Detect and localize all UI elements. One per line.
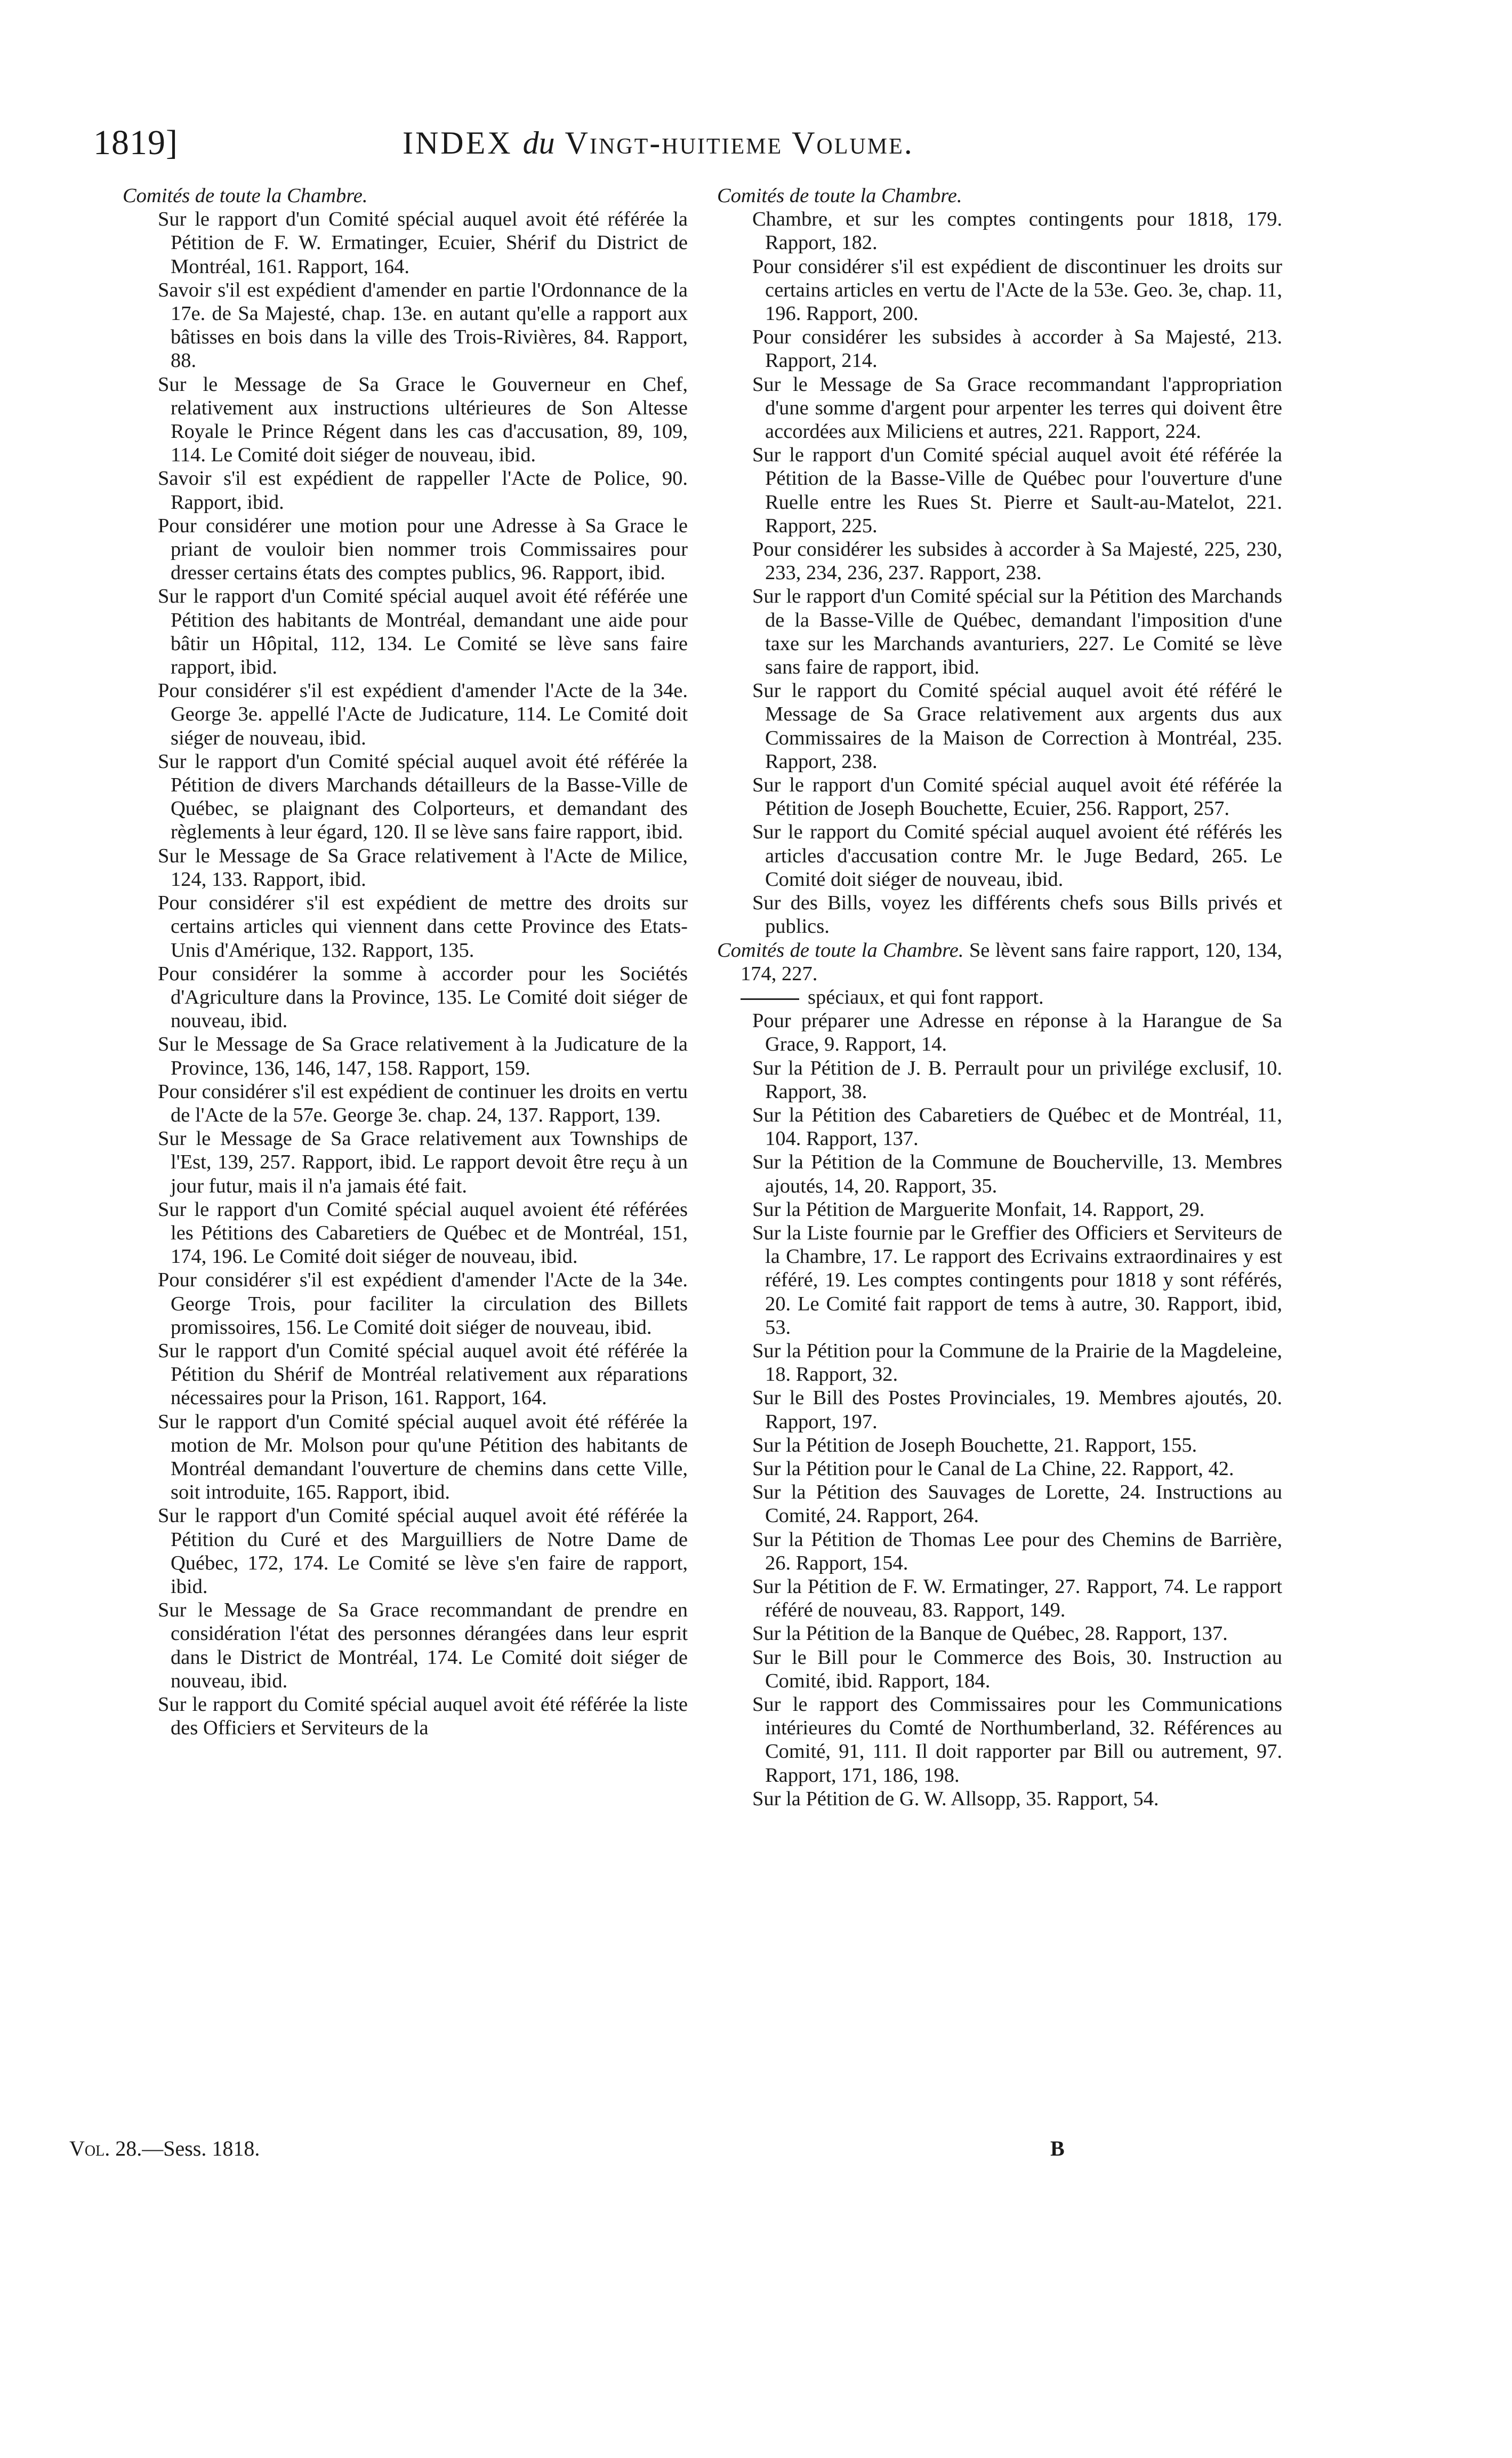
index-entry: Sur la Pétition pour le Canal de La Chine, 22. Rapport, 42. [752,1457,1234,1480]
index-entry: Sur le rapport du Comité spécial auquel avoient été référés les articles d'accusation contre Mr. le Juge Bedard, 265. Le Comité doit siéger de nouveau, ibid. [752,821,1282,891]
subheading-text: Se lèvent sans faire rapport, 120, 134, 174, 227. [741,939,1282,985]
index-entry: Sur le rapport d'un Comité spécial sur la Pétition des Marchands de la Basse-Ville de Québec, demandant l'imposition d'une taxe sur les Marchands avanturiers, 227. Le Comité se lève sans faire de rapport, ibid. [752,585,1282,679]
index-entry: Sur la Pétition de Marguerite Monfait, 14. Rapport, 29. [752,1198,1205,1221]
index-entry: Pour considérer la somme à accorder pour les Sociétés d'Agriculture dans la Province, 135. Le Comité doit siéger de nouveau, ibid. [158,962,688,1032]
index-entry: Pour considérer s'il est expédient de continuer les droits en vertu de l'Acte de la 57e. George 3e. chap. 24, 137. Rapport, 139. [158,1080,688,1126]
left-column [123,184,688,1740]
index-entry: Sur la Liste fournie par le Greffier des Officiers et Serviteurs de la Chambre, 17. Le rapport des Ecrivains extraordinaires y est référé, 19. Les comptes contingents pour 1818 y sont référés, 20. Le Comité fait rapport de tems à autre, 30. Rapport, ibid, 53. [752,1221,1282,1339]
index-entry: Sur le rapport des Commissaires pour les Communications intérieures du Comté de Northumberland, 32. Références au Comité, 91, 111. Il doit rapporter par Bill ou autrement, 97. Rapport, 171, 186, 198. [752,1693,1282,1787]
volume-line [69,2136,260,2161]
index-entry: Pour préparer une Adresse en réponse à la Harangue de Sa Grace, 9. Rapport, 14. [752,1010,1282,1056]
subheading-speciaux [717,986,1282,1009]
index-entry: Pour considérer s'il est expédient d'amender l'Acte de la 34e. George Trois, pour faciliter la circulation des Billets promissoires, 156. Le Comité doit siéger de nouveau, ibid. [158,1269,688,1339]
index-entry: Sur la Pétition de Joseph Bouchette, 21. Rapport, 155. [752,1434,1197,1456]
index-entry: Sur la Pétition des Sauvages de Lorette, 24. Instructions au Comité, 24. Rapport, 264. [752,1481,1282,1527]
subheading-se-levent [717,939,1282,986]
index-entry: Sur le rapport du Comité spécial auquel avoit été référée la liste des Officiers et Serviteurs de la [158,1693,688,1740]
index-entry: Pour considérer les subsides à accorder à Sa Majesté, 225, 230, 233, 234, 236, 237. Rapport, 238. [752,538,1282,585]
subheading-speciaux-label: spéciaux, [808,986,885,1008]
page-title [403,122,914,164]
index-entry: Sur le rapport d'un Comité spécial auquel avoit été référée une Pétition des habitants de Montréal, demandant une aide pour bâtir un Hôpital, 112, 134. Le Comité se lève sans faire rapport, ibid. [158,585,688,679]
left-column-heading: Comités de toute la Chambre. [123,185,368,207]
index-entry: Sur le rapport d'un Comité spécial auquel avoit été référée la Pétition de Joseph Bouchette, Ecuier, 256. Rapport, 257. [752,774,1282,820]
index-entry: Sur la Pétition de Thomas Lee pour des Chemins de Barrière, 26. Rapport, 154. [752,1528,1282,1574]
index-entry: Sur le Message de Sa Grace relativement aux Townships de l'Est, 139, 257. Rapport, ibid. Le rapport devoit être reçu à un jour futur, mais il n'a jamais été fait. [158,1127,688,1197]
em-dash-rule [741,998,799,1000]
index-entry: Sur la Pétition pour la Commune de la Prairie de la Magdeleine, 18. Rapport, 32. [752,1339,1282,1386]
index-entry: Pour considérer les subsides à accorder à Sa Majesté, 213. Rapport, 214. [752,326,1282,372]
volume-label: Vol. [69,2136,110,2160]
index-entry: Sur le Message de Sa Grace recommandant l'appropriation d'une somme d'argent pour arpenter les terres qui doivent être accordées aux Miliciens et autres, 221. Rapport, 224. [752,373,1282,443]
index-entry: Pour considérer une motion pour une Adresse à Sa Grace le priant de vouloir bien nommer trois Commissaires pour dresser certains états des comptes publics, 96. Rapport, ibid. [158,514,688,585]
title-du: du [522,125,555,161]
title-volume: Vingt-huitieme Volume. [565,125,914,161]
index-entry: Savoir s'il est expédient de rappeller l'Acte de Police, 90. Rapport, ibid. [158,467,688,514]
index-entry: Sur le rapport d'un Comité spécial auquel avoit été référée la Pétition de F. W. Ermatinger, Ecuier, Shérif du District de Montréal, 161. Rapport, 164. [158,208,688,278]
index-entry: Sur la Pétition de J. B. Perrault pour un privilége exclusif, 10. Rapport, 38. [752,1056,1282,1103]
index-entry: Sur la Pétition de la Commune de Boucherville, 13. Membres ajoutés, 14, 20. Rapport, 35. [752,1151,1282,1197]
page-header [93,122,1021,170]
volume-session: 28.—Sess. 1818. [115,2136,260,2160]
index-entry: Sur le Message de Sa Grace relativement à la Judicature de la Province, 136, 146, 147, 158. Rapport, 159. [158,1033,688,1079]
title-index: INDEX [403,125,513,161]
index-entry: Pour considérer s'il est expédient d'amender l'Acte de la 34e. George 3e. appellé l'Acte de Judicature, 114. Le Comité doit siéger de nouveau, ibid. [158,679,688,749]
index-entry: Sur le Bill pour le Commerce des Bois, 30. Instruction au Comité, ibid. Rapport, 184. [752,1646,1282,1692]
index-entry: Sur le rapport d'un Comité spécial auquel avoit été référée la Pétition du Shérif de Montréal relativement aux réparations nécessaires pour la Prison, 161. Rapport, 164. [158,1339,688,1410]
index-entry: Pour considérer s'il est expédient de discontinuer les droits sur certains articles en vertu de l'Acte de la 53e. Geo. 3e, chap. 11, 196. Rapport, 200. [752,255,1282,325]
index-entry: Sur des Bills, voyez les différents chefs sous Bills privés et publics. [752,892,1282,938]
index-entry: Chambre, et sur les comptes contingents pour 1818, 179. Rapport, 182. [752,208,1282,254]
index-entry: Sur la Pétition de F. W. Ermatinger, 27. Rapport, 74. Le rapport référé de nouveau, 83. Rapport, 149. [752,1575,1282,1622]
index-entry: Sur le rapport d'un Comité spécial auquel avoit été référée la Pétition du Curé et des Marguilliers de Notre Dame de Québec, 172, 174. Le Comité se lève s'en faire de rapport, ibid. [158,1504,688,1598]
index-entry: Savoir s'il est expédient d'amender en partie l'Ordonnance de la 17e. de Sa Majesté, chap. 13e. en autant qu'elle a rapport aux bâtisses en bois dans la ville des Trois-Rivières, 84. Rapport, 88. [158,278,688,372]
subheading-label: Comités de toute la Chambre. [717,939,964,962]
index-entry: Sur la Pétition de la Banque de Québec, 28. Rapport, 137. [752,1622,1228,1645]
subheading-speciaux-text: et qui font rapport. [889,986,1044,1008]
index-entry: Sur le rapport d'un Comité spécial auquel avoient été référées les Pétitions des Cabaretiers de Québec et de Montréal, 151, 174, 196. Le Comité doit siéger de nouveau, ibid. [158,1198,688,1268]
index-entry: Sur le Bill des Postes Provinciales, 19. Membres ajoutés, 20. Rapport, 197. [752,1387,1282,1433]
signature-mark: B [1050,2136,1065,2160]
index-entry: Sur le rapport d'un Comité spécial auquel avoit été référée la Pétition de la Basse-Ville de Québec pour l'ouverture d'une Ruelle entre les Rues St. Pierre et Sault-au-Matelot, 221. Rapport, 225. [752,444,1282,537]
page-year: 1819] [93,123,178,162]
right-column [717,184,1282,1811]
index-entry: Sur la Pétition de G. W. Allsopp, 35. Rapport, 54. [752,1787,1159,1810]
index-entry: Pour considérer s'il est expédient de mettre des droits sur certains articles qui viennent dans cette Province des Etats-Unis d'Amérique, 132. Rapport, 135. [158,892,688,962]
index-entry: Sur le Message de Sa Grace recommandant de prendre en considération l'état des personnes dérangées dans leur esprit dans le District de Montréal, 174. Le Comité doit siéger de nouveau, ibid. [158,1599,688,1692]
index-entry: Sur la Pétition des Cabaretiers de Québec et de Montréal, 11, 104. Rapport, 137. [752,1103,1282,1150]
index-entry: Sur le rapport d'un Comité spécial auquel avoit été référée la Pétition de divers Marchands détailleurs de la Basse-Ville de Québec, se plaignant des Colporteurs, et demandant des règlements à leur égard, 120. Il se lève sans faire rapport, ibid. [158,750,688,844]
index-entry: Sur le Message de Sa Grace le Gouverneur en Chef, relativement aux instructions ultérieures de Son Altesse Royale le Prince Régent dans les cas d'accusation, 89, 109, 114. Le Comité doit siéger de nouveau, ibid. [158,373,688,467]
index-entry: Sur le Message de Sa Grace relativement à l'Acte de Milice, 124, 133. Rapport, ibid. [158,844,688,891]
right-column-heading: Comités de toute la Chambre. [717,185,962,207]
index-entry: Sur le rapport du Comité spécial auquel avoit été référé le Message de Sa Grace relativement aux argents dus aux Commissaires de la Maison de Correction à Montréal, 235. Rapport, 238. [752,679,1282,773]
index-entry: Sur le rapport d'un Comité spécial auquel avoit été référée la motion de Mr. Molson pour qu'une Pétition des habitants de Montréal demandant l'ouverture de chemins dans cette Ville, soit introduite, 165. Rapport, ibid. [158,1410,688,1504]
